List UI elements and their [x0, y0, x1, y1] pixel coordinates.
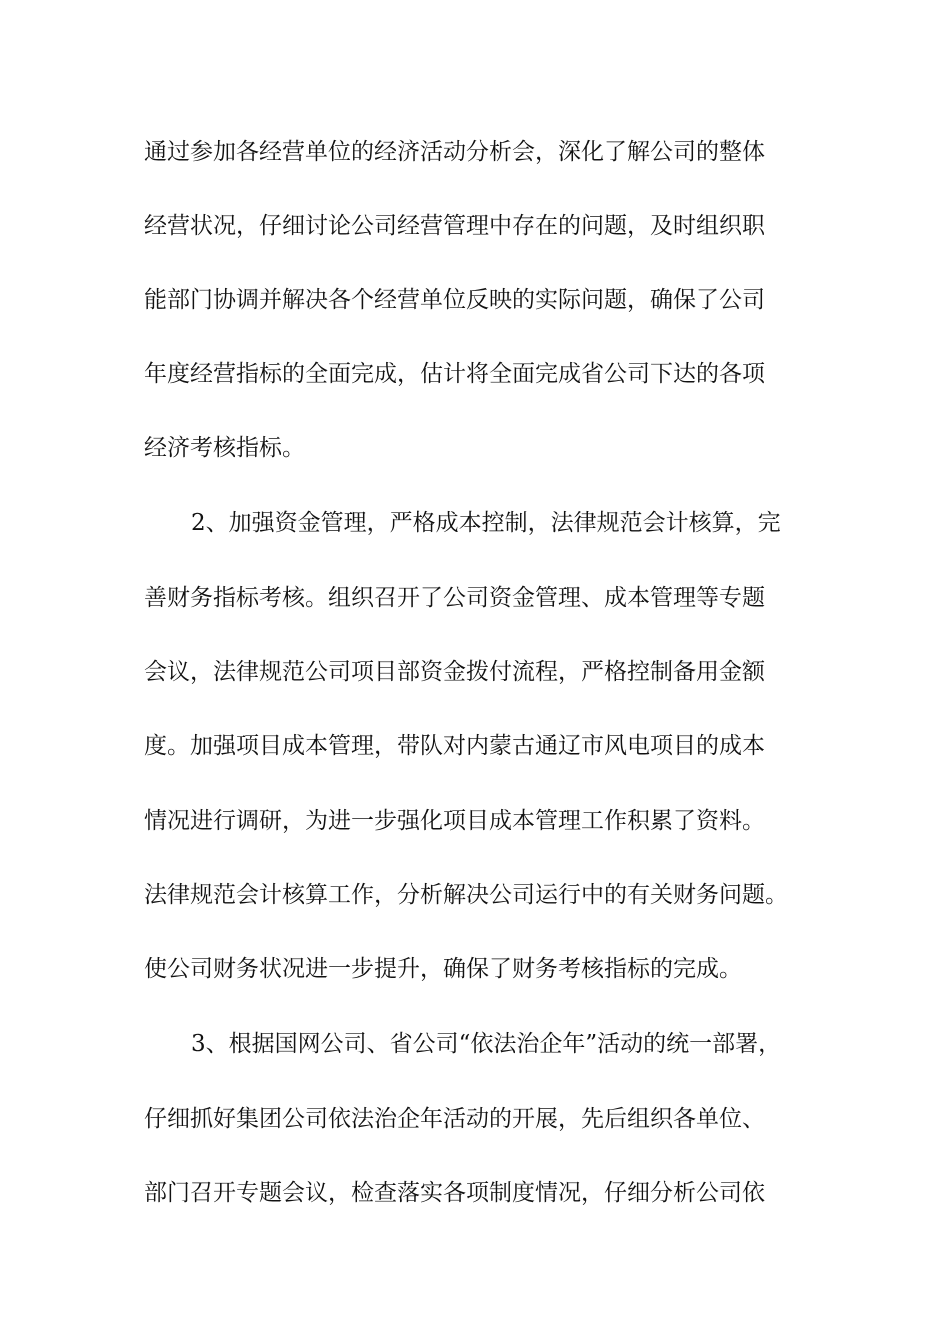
text-line: 部门召开专题会议，检查落实各项制度情况，仔细分析公司依 — [144, 1180, 765, 1206]
text-line: 经济考核指标。 — [144, 435, 305, 461]
text-line: 仔细抓好集团公司依法治企年活动的开展，先后组织各单位、 — [144, 1106, 765, 1132]
text-line: 使公司财务状况进一步提升，确保了财务考核指标的完成。 — [144, 956, 742, 982]
text-line: 经营状况，仔细讨论公司经营管理中存在的问题，及时组织职 — [144, 213, 765, 239]
text-line: 法律规范会计核算工作，分析解决公司运行中的有关财务问题。 — [144, 882, 788, 908]
text-line: 善财务指标考核。组织召开了公司资金管理、成本管理等专题 — [144, 585, 765, 611]
text-line: 年度经营指标的全面完成，估计将全面完成省公司下达的各项 — [144, 361, 765, 387]
paragraph-start-line: 2、加强资金管理，严格成本控制，法律规范会计核算，完 — [191, 510, 781, 536]
text-line: 能部门协调并解决各个经营单位反映的实际问题，确保了公司 — [144, 287, 765, 313]
text-line: 度。加强项目成本管理，带队对内蒙古通辽市风电项目的成本 — [144, 733, 765, 759]
text-line: 通过参加各经营单位的经济活动分析会，深化了解公司的整体 — [144, 139, 765, 165]
paragraph-start-line: 3、根据国网公司、省公司“依法治企年”活动的统一部署， — [191, 1031, 782, 1057]
text-line: 会议，法律规范公司项目部资金拨付流程，严格控制备用金额 — [144, 659, 765, 685]
text-line: 情况进行调研，为进一步强化项目成本管理工作积累了资料。 — [144, 808, 765, 834]
